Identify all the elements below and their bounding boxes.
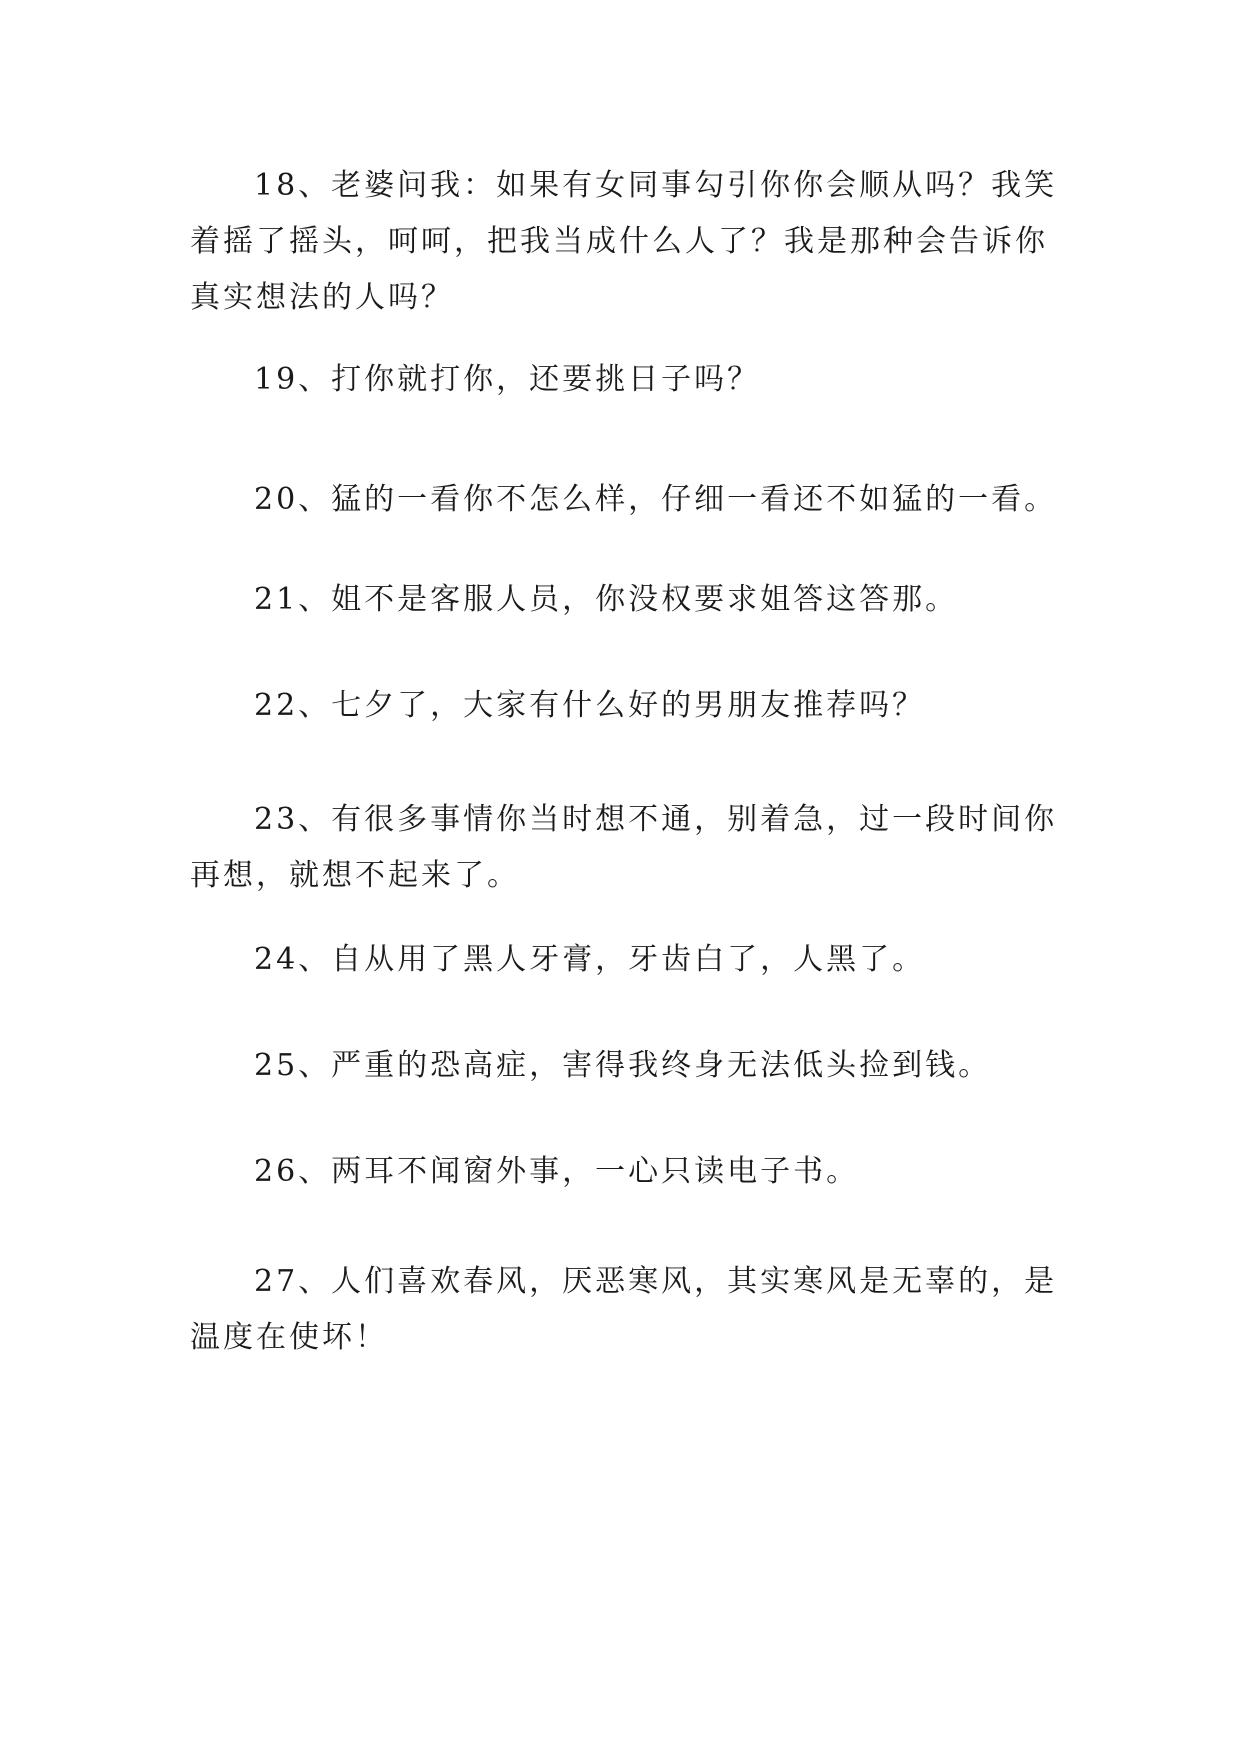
paragraph-18: 18、老婆问我：如果有女同事勾引你你会顺从吗？我笑着摇了摇头，呵呵，把我当成什么人了？我是那种会告诉你真实想法的人吗？ (190, 168, 1058, 315)
paragraph-19: 19、打你就打你，还要挑日子吗？ (254, 362, 761, 397)
paragraph-20: 20、猛的一看你不怎么样，仔细一看还不如猛的一看。 (254, 482, 1058, 517)
paragraph-25: 25、严重的恐高症，害得我终身无法低头捡到钱。 (254, 1048, 992, 1083)
paragraph-21: 21、姐不是客服人员，你没权要求姐答这答那。 (254, 582, 959, 617)
paragraph-22: 22、七夕了，大家有什么好的男朋友推荐吗？ (254, 688, 926, 723)
paragraph-26: 26、两耳不闻窗外事，一心只读电子书。 (254, 1154, 860, 1189)
paragraph-24: 24、自从用了黑人牙膏，牙齿白了，人黑了。 (254, 942, 926, 977)
paragraph-23: 23、有很多事情你当时想不通，别着急，过一段时间你再想，就想不起来了。 (190, 802, 1058, 893)
paragraph-27: 27、人们喜欢春风，厌恶寒风，其实寒风是无辜的，是温度在使坏！ (190, 1264, 1058, 1355)
